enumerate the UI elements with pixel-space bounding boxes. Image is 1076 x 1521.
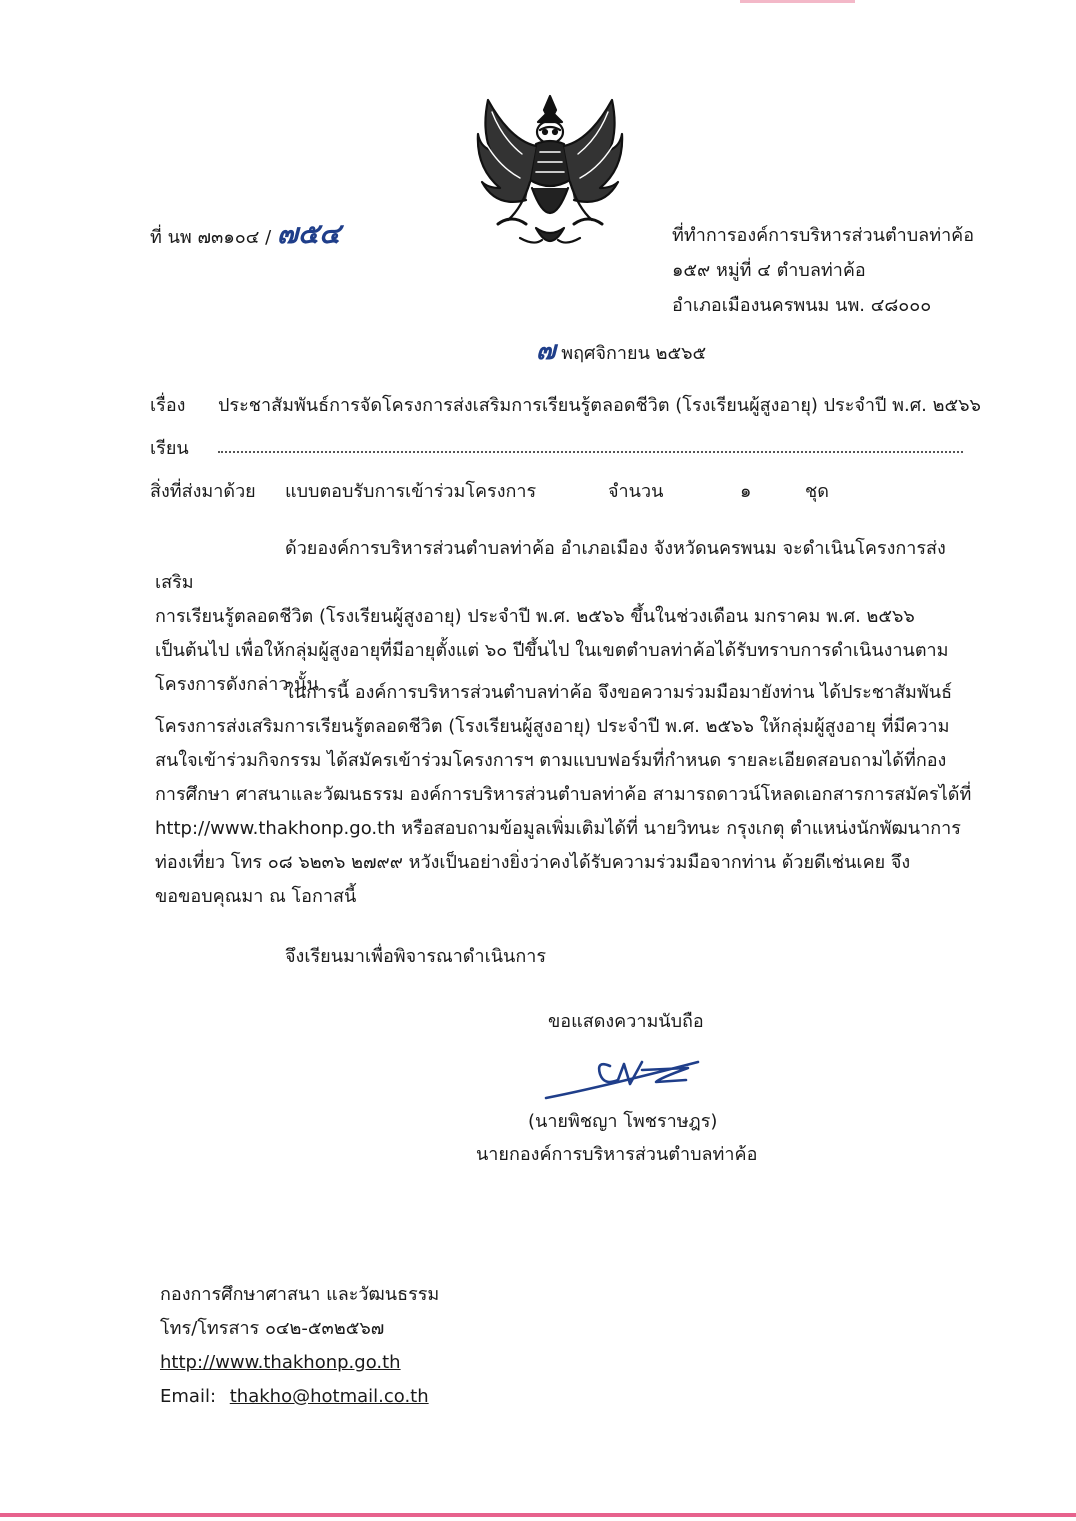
enclosure-qty-label: จำนวน bbox=[608, 481, 664, 502]
address-line: อำเภอเมืองนครพนม นพ. ๔๘๐๐๐ bbox=[672, 295, 932, 316]
document-date bbox=[536, 336, 707, 366]
enclosure-qty: ๑ bbox=[740, 481, 752, 502]
garuda-emblem-icon bbox=[470, 88, 630, 258]
enclosure-label: สิ่งที่ส่งมาด้วย bbox=[150, 481, 256, 502]
paragraph-line: โครงการดังกล่าว นั้น bbox=[155, 674, 319, 695]
signature-icon bbox=[538, 1050, 708, 1105]
date-text: พฤศจิกายน ๒๕๖๕ bbox=[561, 343, 707, 364]
signer-position: นายกองค์การบริหารส่วนตำบลท่าค้อ bbox=[476, 1144, 758, 1165]
signer-name: (นายพิชญา โพชราษฎร) bbox=[528, 1111, 718, 1132]
paragraph-line: ในการนี้ องค์การบริหารส่วนตำบลท่าค้อ จึงขอความร่วมมือมายังท่าน ได้ประชาสัมพันธ์ bbox=[285, 682, 953, 703]
top-stripe bbox=[740, 0, 855, 3]
body-paragraph-2 bbox=[155, 676, 975, 914]
bottom-stripe bbox=[0, 1513, 1076, 1517]
document-number bbox=[150, 217, 341, 250]
recipient-dotted-line bbox=[218, 451, 963, 453]
footer-email-row bbox=[160, 1380, 439, 1414]
footer-email-link[interactable]: thakho@hotmail.co.th bbox=[229, 1386, 429, 1407]
paragraph-line: เป็นต้นไป เพื่อให้กลุ่มผู้สูงอายุที่มีอายุตั้งแต่ ๖๐ ปีขึ้นไป ในเขตตำบลท่าค้อได้รับทราบการดำเนินงานตาม bbox=[155, 640, 949, 661]
document-number-text: ที่ นพ ๗๓๑๐๔ / bbox=[150, 227, 277, 248]
paragraph-line: http://www.thakhonp.go.th หรือสอบถามข้อมูลเพิ่มเติมได้ที่ นายวิทนะ กรุงเกตุ ตำแหน่งนักพัฒนาการ bbox=[155, 818, 961, 839]
address-line: ๑๕๙ หมู่ที่ ๔ ตำบลท่าค้อ bbox=[672, 260, 866, 281]
subject-text: ประชาสัมพันธ์การจัดโครงการส่งเสริมการเรียนรู้ตลอดชีวิต (โรงเรียนผู้สูงอายุ) ประจำปี พ.ศ. ๒๕๖๖ bbox=[218, 395, 981, 416]
subject-label: เรื่อง bbox=[150, 395, 186, 416]
enclosure-item: แบบตอบรับการเข้าร่วมโครงการ bbox=[285, 481, 537, 502]
footer-email-label: Email: bbox=[160, 1386, 217, 1407]
paragraph-line: สนใจเข้าร่วมกิจกรรม ได้สมัครเข้าร่วมโครงการฯ ตามแบบฟอร์มที่กำหนด รายละเอียดสอบถามได้ที่กอง bbox=[155, 750, 947, 771]
paragraph-line: การเรียนรู้ตลอดชีวิต (โรงเรียนผู้สูงอายุ) ประจำปี พ.ศ. ๒๕๖๖ ขึ้นในช่วงเดือน มกราคม พ.ศ. ๒๕๖๖ bbox=[155, 606, 915, 627]
footer-website-link[interactable]: http://www.thakhonp.go.th bbox=[160, 1352, 401, 1373]
paragraph-line: ด้วยองค์การบริหารส่วนตำบลท่าค้อ อำเภอเมือง จังหวัดนครพนม จะดำเนินโครงการส่งเสริม bbox=[155, 538, 946, 593]
paragraph-line: โครงการส่งเสริมการเรียนรู้ตลอดชีวิต (โรงเรียนผู้สูงอายุ) ประจำปี พ.ศ. ๒๕๖๖ ให้กลุ่มผู้สูงอายุ ที่มีความ bbox=[155, 716, 950, 737]
recipient-label: เรียน bbox=[150, 438, 189, 459]
footer-contact bbox=[160, 1278, 439, 1414]
address-line: ที่ทำการองค์การบริหารส่วนตำบลท่าค้อ bbox=[672, 225, 975, 246]
paragraph-line: ขอขอบคุณมา ณ โอกาสนี้ bbox=[155, 886, 357, 907]
closing-line: จึงเรียนมาเพื่อพิจารณาดำเนินการ bbox=[285, 946, 547, 967]
enclosure-unit: ชุด bbox=[805, 481, 829, 502]
paragraph-line: ท่องเที่ยว โทร ๐๘ ๖๒๓๖ ๒๗๙๙ หวังเป็นอย่างยิ่งว่าคงได้รับความร่วมมือจากท่าน ด้วยดีเช่นเคย จึง bbox=[155, 852, 911, 873]
document-number-handwritten: ๗๕๔ bbox=[276, 217, 341, 250]
footer-phone: โทร/โทรสาร ๐๔๒-๕๓๒๕๖๗ bbox=[160, 1318, 385, 1339]
date-day-handwritten: ๗ bbox=[536, 336, 556, 366]
office-address bbox=[672, 218, 974, 323]
footer-department: กองการศึกษาศาสนา และวัฒนธรรม bbox=[160, 1284, 440, 1305]
regards-text: ขอแสดงความนับถือ bbox=[548, 1011, 704, 1032]
paragraph-line: การศึกษา ศาสนาและวัฒนธรรม องค์การบริหารส่วนตำบลท่าค้อ สามารถดาวน์โหลดเอกสารการสมัครได้ที่ bbox=[155, 784, 972, 805]
